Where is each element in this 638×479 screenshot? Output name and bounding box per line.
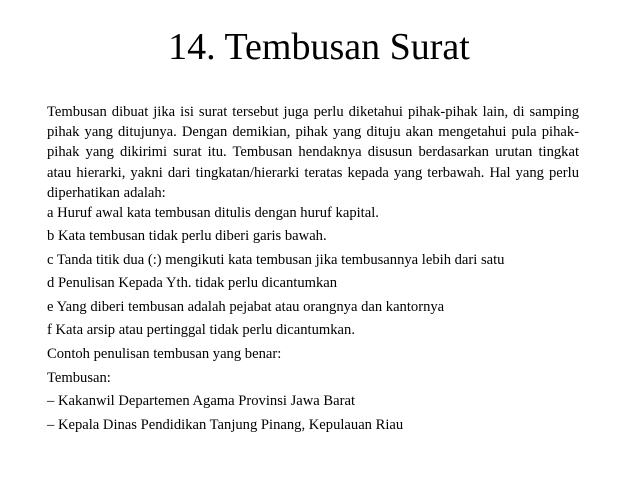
rule-d: d Penulisan Kepada Yth. tidak perlu dicantumkan [47, 275, 338, 292]
intro-paragraph: Tembusan dibuat jika isi surat tersebut juga perlu diketahui pihak-pihak lain, di samping pihak yang ditujunya. Dengan demikian, pihak yang dituju akan mengetahui pula pihak-pihak yang dikirimi surat itu. Tembusan hendaknya disusun berdasarkan urutan tingkat atau hierarki, yakni dari tingkatan/hierarki teratas kepada yang terbawah. Hal yang perlu diperhatikan adalah: [47, 104, 579, 201]
example-recipient-1: – Kakanwil Departemen Agama Provinsi Jawa Barat [47, 393, 356, 410]
slide-content [47, 102, 579, 438]
rule-e: e Yang diberi tembusan adalah pejabat atau orangnya dan kantornya [47, 298, 445, 315]
example-heading: Contoh penulisan tembusan yang benar: [47, 345, 282, 362]
example-label: Tembusan: [47, 369, 111, 386]
slide-title: 14. Tembusan Surat [168, 26, 470, 68]
rule-c: c Tanda titik dua (:) mengikuti kata tembusan jika tembusannya lebih dari satu [47, 251, 505, 268]
rule-a: a Huruf awal kata tembusan ditulis dengan huruf kapital. [47, 205, 379, 222]
example-recipient-2: – Kepala Dinas Pendidikan Tanjung Pinang, Kepulauan Riau [47, 416, 404, 433]
rule-b: b Kata tembusan tidak perlu diberi garis bawah. [47, 228, 327, 245]
rule-f: f Kata arsip atau pertinggal tidak perlu dicantumkan. [47, 322, 355, 339]
